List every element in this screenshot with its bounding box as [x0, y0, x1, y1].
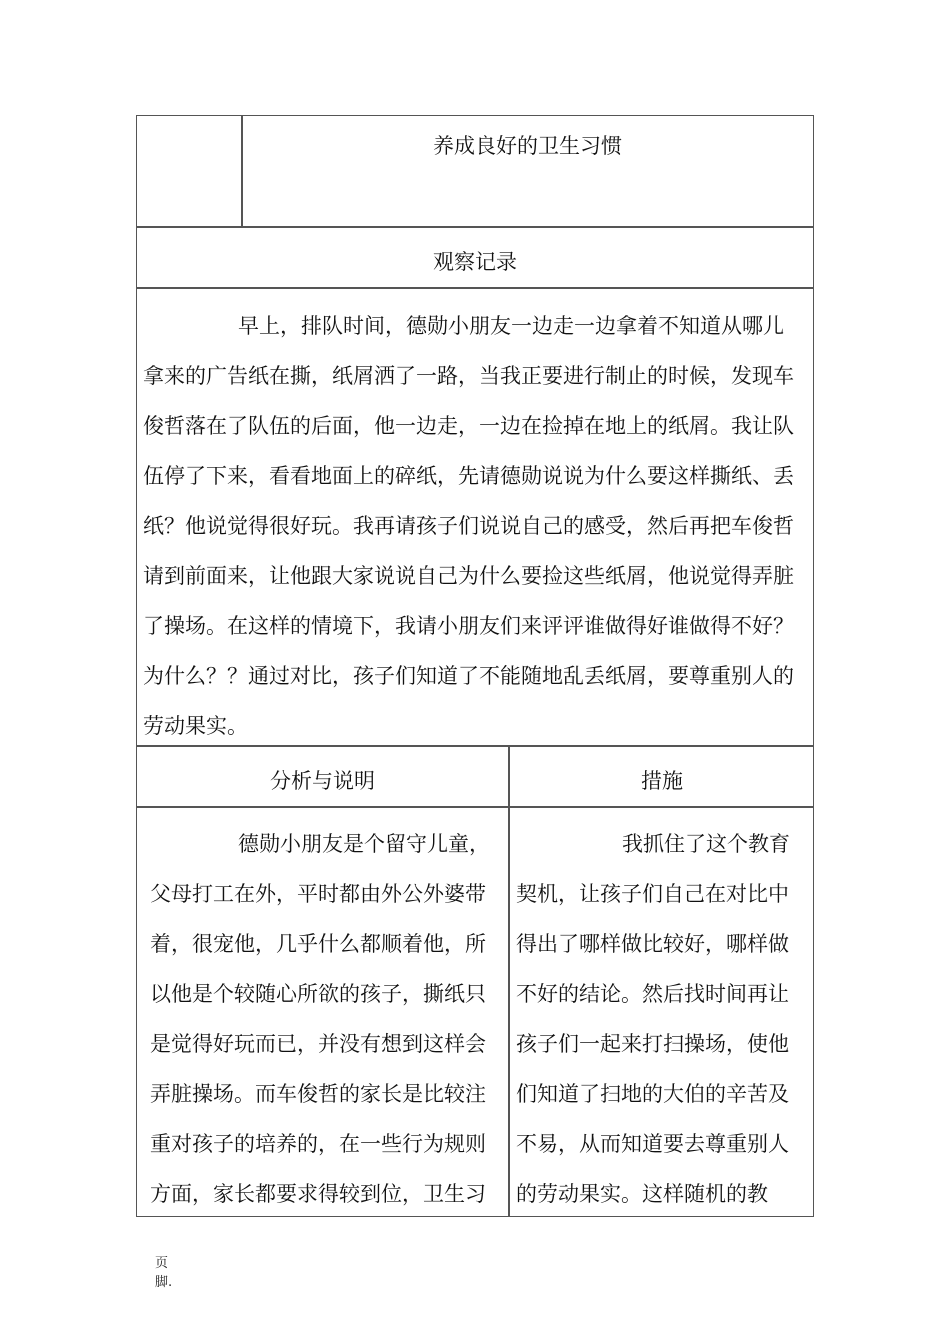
- analysis-line: 德勋小朋友是个留守儿童，: [238, 832, 490, 856]
- observation-line: 早上，排队时间，德勋小朋友一边走一边拿着不知道从哪儿: [238, 314, 784, 338]
- footer-line: 页: [155, 1256, 169, 1271]
- analysis-line: 弄脏操场。而车俊哲的家长是比较注: [150, 1082, 486, 1106]
- measures-line: 的劳动果实。这样随机的教: [516, 1182, 768, 1206]
- page-footer: [155, 1254, 172, 1292]
- page-title: 养成良好的卫生习惯: [433, 134, 622, 158]
- observation-line: 纸？他说觉得很好玩。我再请孩子们说说自己的感受，然后再把车俊哲: [143, 514, 794, 538]
- observation-body: [143, 301, 794, 751]
- measures-line: 得出了哪样做比较好，哪样做: [516, 932, 789, 956]
- measures-header: 措施: [641, 769, 683, 793]
- row-divider-title: [136, 226, 814, 228]
- measures-body: [516, 819, 790, 1219]
- analysis-line: 方面，家长都要求得较到位，卫生习: [150, 1182, 486, 1206]
- observation-header: 观察记录: [433, 250, 517, 274]
- analysis-line: 是觉得好玩而已，并没有想到这样会: [150, 1032, 486, 1056]
- col-divider-title: [241, 115, 243, 227]
- observation-line: 伍停了下来，看看地面上的碎纸，先请德勋说说为什么要这样撕纸、丢: [143, 464, 794, 488]
- observation-line: 请到前面来，让他跟大家说说自己为什么要捡这些纸屑，他说觉得弄脏: [143, 564, 794, 588]
- analysis-line: 父母打工在外，平时都由外公外婆带: [150, 882, 486, 906]
- footer-line: 脚.: [155, 1275, 173, 1290]
- analysis-line: 以他是个较随心所欲的孩子，撕纸只: [150, 982, 486, 1006]
- analysis-line: 着，很宠他，几乎什么都顺着他，所: [150, 932, 486, 956]
- observation-line: 为什么？？通过对比，孩子们知道了不能随地乱丢纸屑，要尊重别人的: [143, 664, 794, 688]
- observation-line: 拿来的广告纸在撕，纸屑洒了一路，当我正要进行制止的时候，发现车: [143, 364, 794, 388]
- col-divider-analysis: [508, 745, 510, 1217]
- measures-line: 不好的结论。然后找时间再让: [516, 982, 789, 1006]
- measures-line: 们知道了扫地的大伯的辛苦及: [516, 1082, 789, 1106]
- analysis-header: 分析与说明: [270, 769, 375, 793]
- row-divider-analysis-header: [136, 806, 814, 808]
- analysis-line: 重对孩子的培养的，在一些行为规则: [150, 1132, 486, 1156]
- measures-line: 不易，从而知道要去尊重别人: [516, 1132, 789, 1156]
- observation-line: 俊哲落在了队伍的后面，他一边走，一边在捡掉在地上的纸屑。我让队: [143, 414, 794, 438]
- measures-line: 契机，让孩子们自己在对比中: [516, 882, 789, 906]
- row-divider-observation-header: [136, 287, 814, 289]
- measures-line: 我抓住了这个教育: [622, 832, 790, 856]
- observation-line: 了操场。在这样的情境下，我请小朋友们来评评谁做得好谁做得不好？: [143, 614, 794, 638]
- observation-line: 劳动果实。: [143, 714, 248, 738]
- analysis-body: [150, 819, 490, 1219]
- measures-line: 孩子们一起来打扫操场，使他: [516, 1032, 789, 1056]
